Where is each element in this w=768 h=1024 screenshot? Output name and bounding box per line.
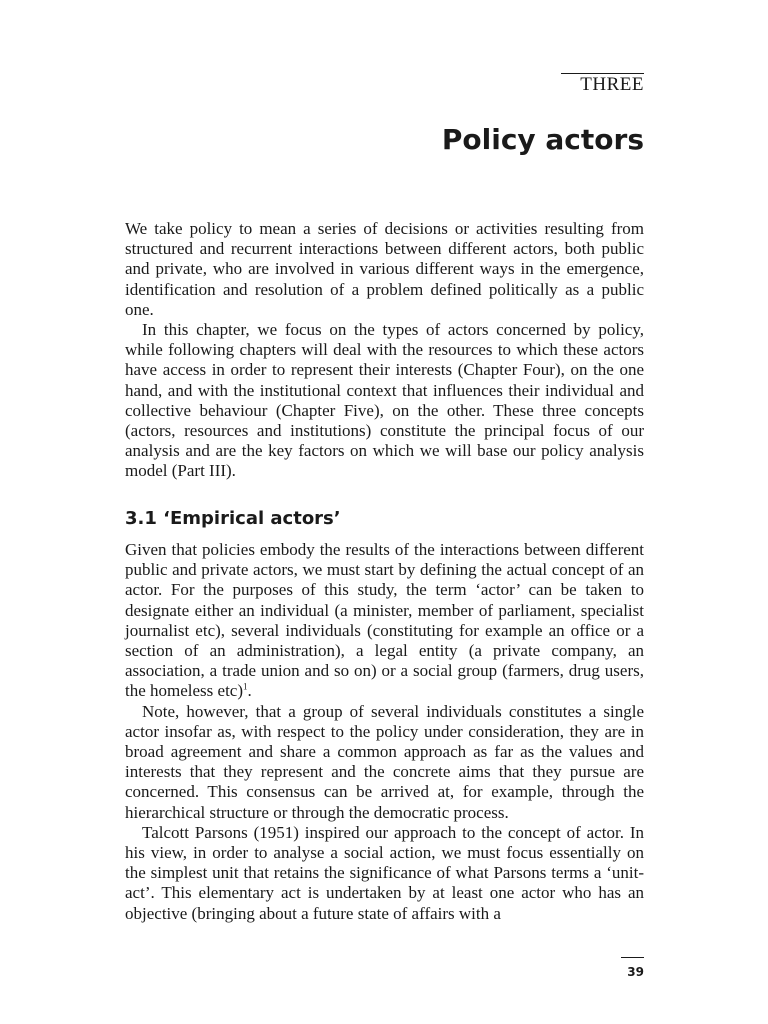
- intro-paragraph-2: In this chapter, we focus on the types of actors concerned by policy, while following chapters will deal with the resources to which these actors have access in order to represent their interests (Chapter Four), on the one hand, and with the institutional context that influences their individual and collective behaviour (Chapter Five), on the other. These three concepts (actors, resources and institutions) constitute the principal focus of our analysis and are the key factors on which we will base our policy analysis model (Part III).: [125, 320, 644, 481]
- section-paragraph-1-end: .: [247, 681, 252, 701]
- section-paragraph-1-text: Given that policies embody the results of the interactions between different public and private actors, we must start by defining the actual concept of an actor. For the purposes of this study, the term ‘actor’ can be taken to designate either an individual (a minister, member of parliament, specialist journalist etc), several individuals (constituting for example an office or a section of an administration), a legal entity (a private company, an association, a trade union and so on) or a social group (farmers, drug users, the homeless etc): [125, 540, 644, 701]
- section-text: [125, 540, 644, 924]
- chapter-title: Policy actors: [441, 123, 644, 156]
- section-heading: 3.1 ‘Empirical actors’: [125, 508, 341, 529]
- intro-paragraph-1: We take policy to mean a series of decisions or activities resulting from structured and recurrent interactions between different actors, both public and private, who are involved in various different ways in the emergence, identification and resolution of a problem defined politically as a public one.: [125, 219, 644, 319]
- section-paragraph-3: Talcott Parsons (1951) inspired our approach to the concept of actor. In his view, in order to analyse a social action, we must focus essentially on the simplest unit that retains the significance of what Parsons terms a ‘unit-act’. This elementary act is undertaken by at least one actor who has an objective (bringing about a future state of affairs with a: [125, 822, 644, 923]
- footnote-marker[interactable]: 1: [243, 681, 248, 692]
- footer-rule: [621, 957, 644, 958]
- page-number: 39: [627, 965, 644, 979]
- section-paragraph-2: Note, however, that a group of several individuals constitutes a single actor insofar as, with respect to the policy under consideration, they are in broad agreement and share a common approach as far as the values and interests that they represent and the concrete aims that they pursue are concerned. This consensus can be arrived at, for example, through the hierarchical structure or through the democratic process.: [125, 701, 644, 822]
- chapter-number: THREE: [580, 74, 644, 95]
- section-paragraph-1: [125, 540, 644, 702]
- intro-text: [125, 219, 644, 482]
